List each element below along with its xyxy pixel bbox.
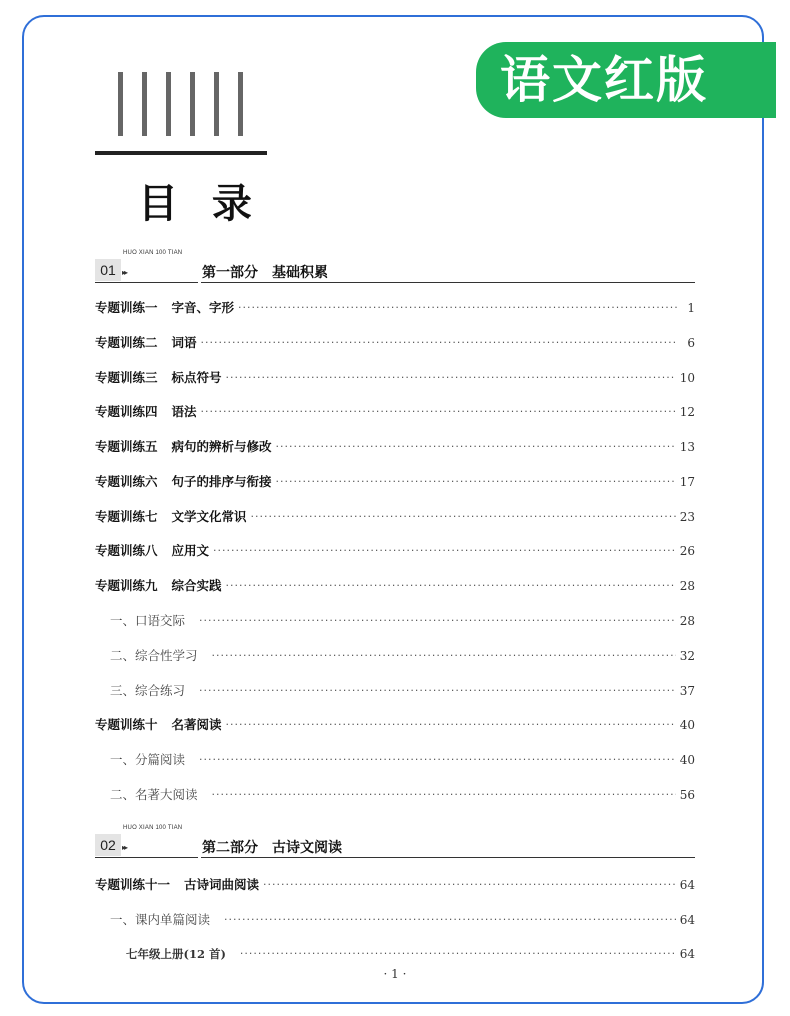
entry-label: 专题训练七 — [95, 509, 158, 524]
leader-dots — [226, 716, 676, 734]
entry-label: 专题训练十 — [95, 717, 158, 732]
leader-dots — [226, 577, 676, 595]
subentry-title: 三、综合练习 — [110, 683, 186, 698]
bar — [238, 72, 243, 136]
entry-label: 专题训练三 — [95, 370, 158, 385]
leader-dots — [240, 945, 676, 963]
section-caption: HUO XIAN 100 TIAN — [123, 825, 183, 831]
page-number: 28 — [679, 579, 695, 593]
section-header — [95, 250, 695, 283]
entry-title: 名著阅读 — [171, 717, 222, 732]
entry-label: 专题训练二 — [95, 335, 158, 350]
leader-dots — [199, 612, 676, 630]
page-number: 40 — [679, 718, 695, 732]
divider — [201, 282, 695, 283]
toc-subsubentry[interactable] — [126, 945, 695, 963]
bar — [142, 72, 147, 136]
entry-label: 专题训练八 — [95, 543, 158, 558]
page-number: 10 — [679, 371, 695, 385]
entry-title: 标点符号 — [171, 370, 222, 385]
page-number: 64 — [679, 913, 695, 927]
entry-label: 专题训练九 — [95, 578, 158, 593]
bar — [190, 72, 195, 136]
leader-dots — [276, 473, 676, 491]
toc-subentry[interactable] — [110, 786, 695, 804]
section-title: 第二部分 古诗文阅读 — [202, 840, 342, 856]
subject-badge: 语文红版 — [476, 42, 776, 118]
page-number: 17 — [679, 475, 695, 489]
toc-entry[interactable] — [95, 438, 695, 456]
toc-entry[interactable] — [95, 508, 695, 526]
page-number: 64 — [679, 878, 695, 892]
entry-title: 语法 — [171, 404, 197, 419]
entry-title: 病句的辨析与修改 — [171, 439, 272, 454]
toc-entry[interactable] — [95, 542, 695, 560]
entry-label: 专题训练十一 — [95, 877, 171, 892]
divider — [95, 857, 198, 858]
leader-dots — [213, 542, 676, 560]
entry-label: 专题训练四 — [95, 404, 158, 419]
page-number: 1 — [687, 301, 695, 315]
entry-title: 字音、字形 — [171, 300, 235, 315]
entry-title: 古诗词曲阅读 — [184, 877, 260, 892]
subentry-title: 一、口语交际 — [110, 613, 186, 628]
toc-subentry[interactable] — [110, 612, 695, 630]
toc-subentry[interactable] — [110, 647, 695, 665]
toc-entry[interactable] — [95, 716, 695, 734]
toc-entry[interactable] — [95, 369, 695, 387]
subentry-title: 二、名著大阅读 — [110, 787, 198, 802]
toc-subentry[interactable] — [110, 911, 695, 929]
leader-dots — [263, 876, 676, 894]
page-number: 28 — [679, 614, 695, 628]
leader-dots — [226, 369, 676, 387]
page-title: 目 录 — [138, 180, 262, 227]
section-title: 第一部分 基础积累 — [202, 265, 328, 281]
entry-title: 词语 — [171, 335, 197, 350]
leader-dots — [201, 403, 676, 421]
double-arrow-icon: ▸▸ — [122, 268, 127, 277]
entry-label: 专题训练六 — [95, 474, 158, 489]
entry-title: 文学文化常识 — [171, 509, 247, 524]
entry-label: 专题训练一 — [95, 300, 158, 315]
decorative-bars — [118, 72, 248, 136]
page-number: 56 — [679, 788, 695, 802]
page-number: 23 — [679, 510, 695, 524]
page-number: 6 — [687, 336, 695, 350]
page-number: 32 — [679, 649, 695, 663]
subentry-title: 一、课内单篇阅读 — [110, 912, 211, 927]
subentry-title: 二、综合性学习 — [110, 648, 198, 663]
leader-dots — [238, 299, 677, 317]
page-number: 13 — [679, 440, 695, 454]
leader-dots — [199, 751, 676, 769]
page-number: 40 — [679, 753, 695, 767]
toc-entry[interactable] — [95, 334, 695, 352]
title-rule — [95, 151, 267, 155]
toc-subentry[interactable] — [110, 682, 695, 700]
entry-title: 应用文 — [171, 543, 210, 558]
entry-title: 综合实践 — [171, 578, 222, 593]
section-caption: HUO XIAN 100 TIAN — [123, 250, 183, 256]
entry-label: 专题训练五 — [95, 439, 158, 454]
subentry-title: 一、分篇阅读 — [110, 752, 186, 767]
leader-dots — [276, 438, 676, 456]
leader-dots — [251, 508, 676, 526]
divider — [95, 282, 198, 283]
double-arrow-icon: ▸▸ — [122, 843, 127, 852]
section-header — [95, 825, 695, 858]
toc-entry[interactable] — [95, 876, 695, 894]
page-footer: · 1 · — [383, 967, 407, 981]
leader-dots — [224, 911, 676, 929]
subsubentry-title: 七年级上册(12 首) — [126, 947, 226, 961]
toc-entry[interactable] — [95, 403, 695, 421]
section-number: 01 — [95, 259, 121, 281]
toc-subentry[interactable] — [110, 751, 695, 769]
bar — [214, 72, 219, 136]
bar — [166, 72, 171, 136]
leader-dots — [212, 647, 676, 665]
toc-entry[interactable] — [95, 299, 695, 317]
page-number: 12 — [679, 405, 695, 419]
section-number: 02 — [95, 834, 121, 856]
divider — [201, 857, 695, 858]
leader-dots — [212, 786, 676, 804]
entry-title: 句子的排序与衔接 — [171, 474, 272, 489]
page-number: 64 — [679, 947, 695, 961]
bar — [118, 72, 123, 136]
toc-entry[interactable] — [95, 577, 695, 595]
page-number: 37 — [679, 684, 695, 698]
leader-dots — [201, 334, 677, 352]
toc-entry[interactable] — [95, 473, 695, 491]
leader-dots — [199, 682, 676, 700]
page-number: 26 — [679, 544, 695, 558]
